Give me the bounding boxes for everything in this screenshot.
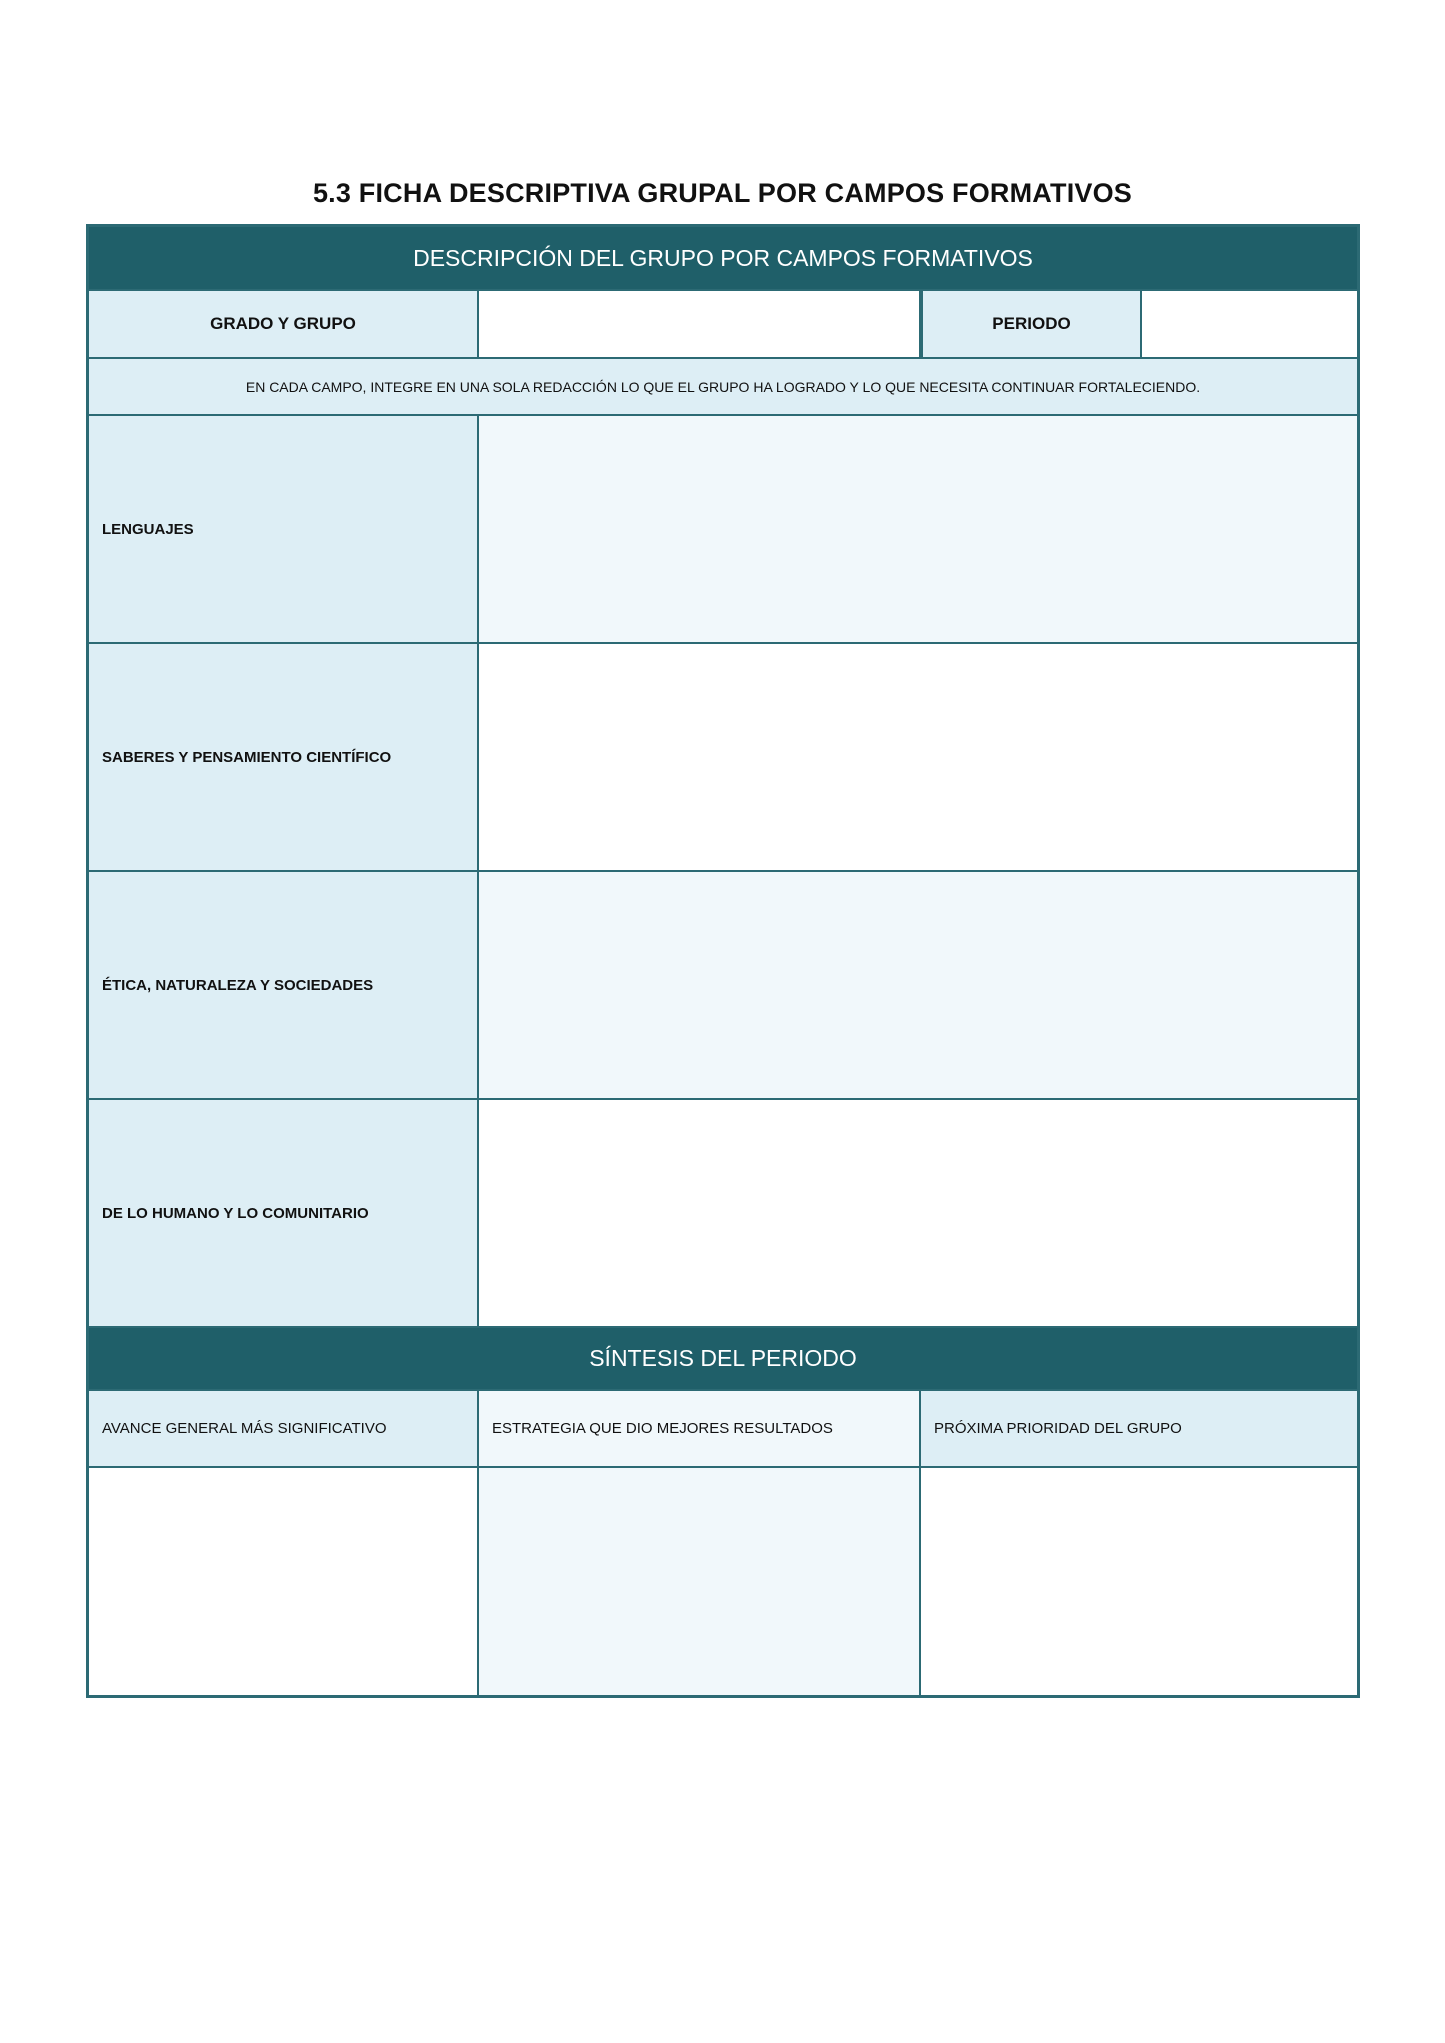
field-label-saberes: SABERES Y PENSAMIENTO CIENTÍFICO — [89, 644, 479, 872]
synthesis-label-prioridad: PRÓXIMA PRIORIDAD DEL GRUPO — [921, 1391, 1357, 1468]
field-input-humano[interactable] — [479, 1100, 1357, 1328]
field-input-etica[interactable] — [479, 872, 1357, 1100]
synthesis-label-avance: AVANCE GENERAL MÁS SIGNIFICATIVO — [89, 1391, 479, 1468]
instruction-text: EN CADA CAMPO, INTEGRE EN UNA SOLA REDACCIÓN LO QUE EL GRUPO HA LOGRADO Y LO QUE NECESITA CONTINUAR FORTALECIENDO. — [89, 359, 1357, 416]
synthesis-input-avance[interactable] — [89, 1468, 479, 1695]
synthesis-label-estrategia: ESTRATEGIA QUE DIO MEJORES RESULTADOS — [479, 1391, 921, 1468]
field-label-humano: DE LO HUMANO Y LO COMUNITARIO — [89, 1100, 479, 1328]
field-label-lenguajes: LENGUAJES — [89, 416, 479, 644]
field-input-lenguajes[interactable] — [479, 416, 1357, 644]
form-sheet — [86, 224, 1360, 1698]
synthesis-input-prioridad[interactable] — [921, 1468, 1357, 1695]
page-title: 5.3 FICHA DESCRIPTIVA GRUPAL POR CAMPOS FORMATIVOS — [312, 178, 1133, 208]
section-header-sintesis: SÍNTESIS DEL PERIODO — [89, 1328, 1357, 1391]
periodo-input[interactable] — [1142, 291, 1357, 359]
grado-grupo-input[interactable] — [479, 291, 921, 359]
field-input-saberes[interactable] — [479, 644, 1357, 872]
field-label-etica: ÉTICA, NATURALEZA Y SOCIEDADES — [89, 872, 479, 1100]
periodo-label: PERIODO — [921, 291, 1142, 359]
grado-grupo-label: GRADO Y GRUPO — [89, 291, 479, 359]
synthesis-input-estrategia[interactable] — [479, 1468, 921, 1695]
section-header-descripcion: DESCRIPCIÓN DEL GRUPO POR CAMPOS FORMATIVOS — [89, 227, 1357, 291]
